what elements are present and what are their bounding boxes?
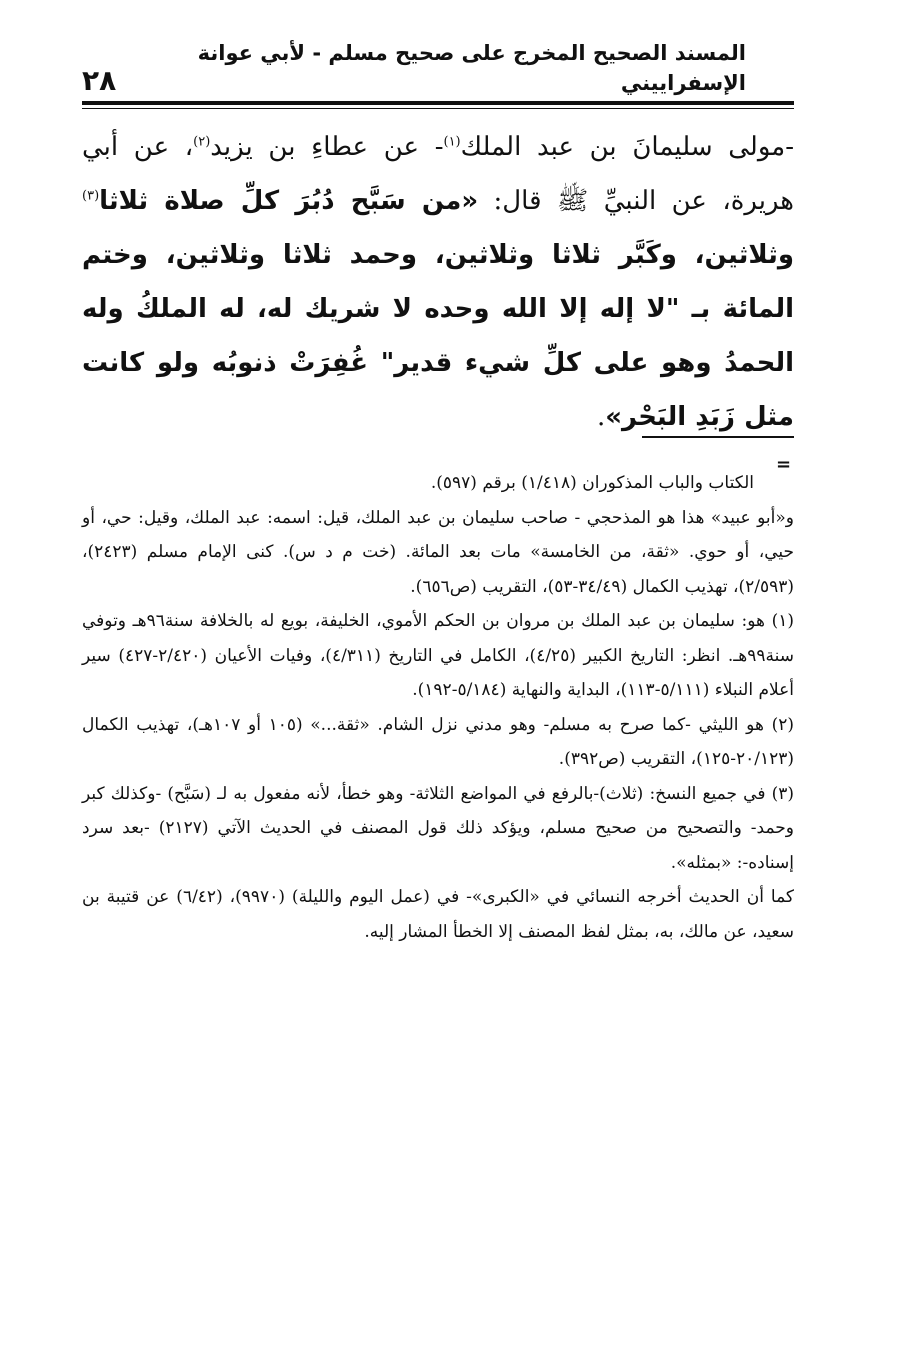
chain-text-2: - عن عطاءِ بن يزيد <box>210 132 444 162</box>
footnote-1: (١) هو: سليمان بن عبد الملك بن مروان بن الحكم الأموي، الخليفة، بويع له بالخلافة سنة٩٦هـ وتوفي سنة٩٩هـ. انظر: التاريخ الكبير (٤/٢٥)، الكامل في التاريخ (٤/٣١١)، وفيات الأعيان (٢/٤٢٠-٤٢٧) سير أعلام النبلاء (٥/١١١-١١٣)، البداية والنهاية (٥/١٨٤-١٩٢). <box>82 611 795 700</box>
page-header <box>82 41 794 98</box>
closing-period: . <box>596 402 606 432</box>
footnote-continued-paragraph: و«أبو عبيد» هذا هو المذحجي - صاحب سليمان بن عبد الملك، قيل: اسمه: عبد الملك، وقيل: حي، أو حيي، أو حوي. «ثقة، من الخامسة» مات بعد المائة. (خت م د س). كنى الإمام مسلم (٢٤٢٣)، (٢/٥٩٣)، تهذيب الكمال (٣٤/٤٩-٥٣)، التقريب (ص٦٥٦). <box>82 507 794 597</box>
page-number: ٢٨ <box>82 64 117 97</box>
running-title: المسند الصحيح المخرج على صحيح مسلم - لأبي عوانة الإسفراييني <box>197 41 746 95</box>
hadith-text-1: «من سَبَّح دُبُرَ كلِّ صلاة ثلاثا <box>99 186 479 216</box>
continuation-mark: = <box>776 454 792 475</box>
footnote-separator <box>642 436 794 438</box>
footnote-3-continued: كما أن الحديث أخرجه النسائي في «الكبرى»- في (عمل اليوم والليلة) (٩٩٧٠)، (٦/٤٢) عن قتيبة بن سعيد، عن مالك، به، بمثل لفظ المصنف إلا الخطأ المشار إليه. <box>82 887 795 942</box>
footnote-ref-1: (١) <box>443 134 461 150</box>
footnote-continued-line: الكتاب والباب المذكوران (١/٤١٨) برقم (٥٩٧). <box>430 473 754 493</box>
footnote-ref-3: (٣) <box>82 188 100 204</box>
header-rule <box>82 101 794 105</box>
hadith-paragraph <box>82 120 794 444</box>
chain-text-3: ، عن أبي هريرة، عن النبيِّ ﷺ قال: <box>82 132 794 216</box>
footnote-2: (٢) هو الليثي -كما صرح به مسلم- وهو مدني نزل الشام. «ثقة...» (١٠٥ أو ١٠٧هـ)، تهذيب الكمال (٢٠/١٢٣-١٢٥)، التقريب (ص٣٩٢). <box>82 714 794 769</box>
footnotes <box>82 466 794 949</box>
chain-text-1: -مولى سليمانَ بن عبد الملك <box>460 132 794 162</box>
footnote-ref-2: (٢) <box>193 134 211 150</box>
header-rule-thin <box>82 108 794 109</box>
hadith-text-2: وثلاثين، وكَبَّر ثلاثا وثلاثين، وحمد ثلاثا وثلاثين، وختم المائة بـ "لا إله إلا الله وحده لا شريك له، له الملكُ وله الحمدُ وهو على كلِّ شيء قدير" غُفِرَتْ ذنوبُه ولو كانت مثل زَبَدِ البَحْر» <box>82 240 794 432</box>
footnote-3: (٣) في جميع النسخ: (ثلاث)-بالرفع في المواضع الثلاثة- وهو خطأ، لأنه مفعول به لـ (سَبَّح) -وكذلك كبر وحمد- والتصحيح من صحيح مسلم، ويؤكد ذلك قول المصنف في الحديث الآتي (٢١٢٧) -بعد سرد إسناده-: «بمثله». <box>82 783 794 873</box>
